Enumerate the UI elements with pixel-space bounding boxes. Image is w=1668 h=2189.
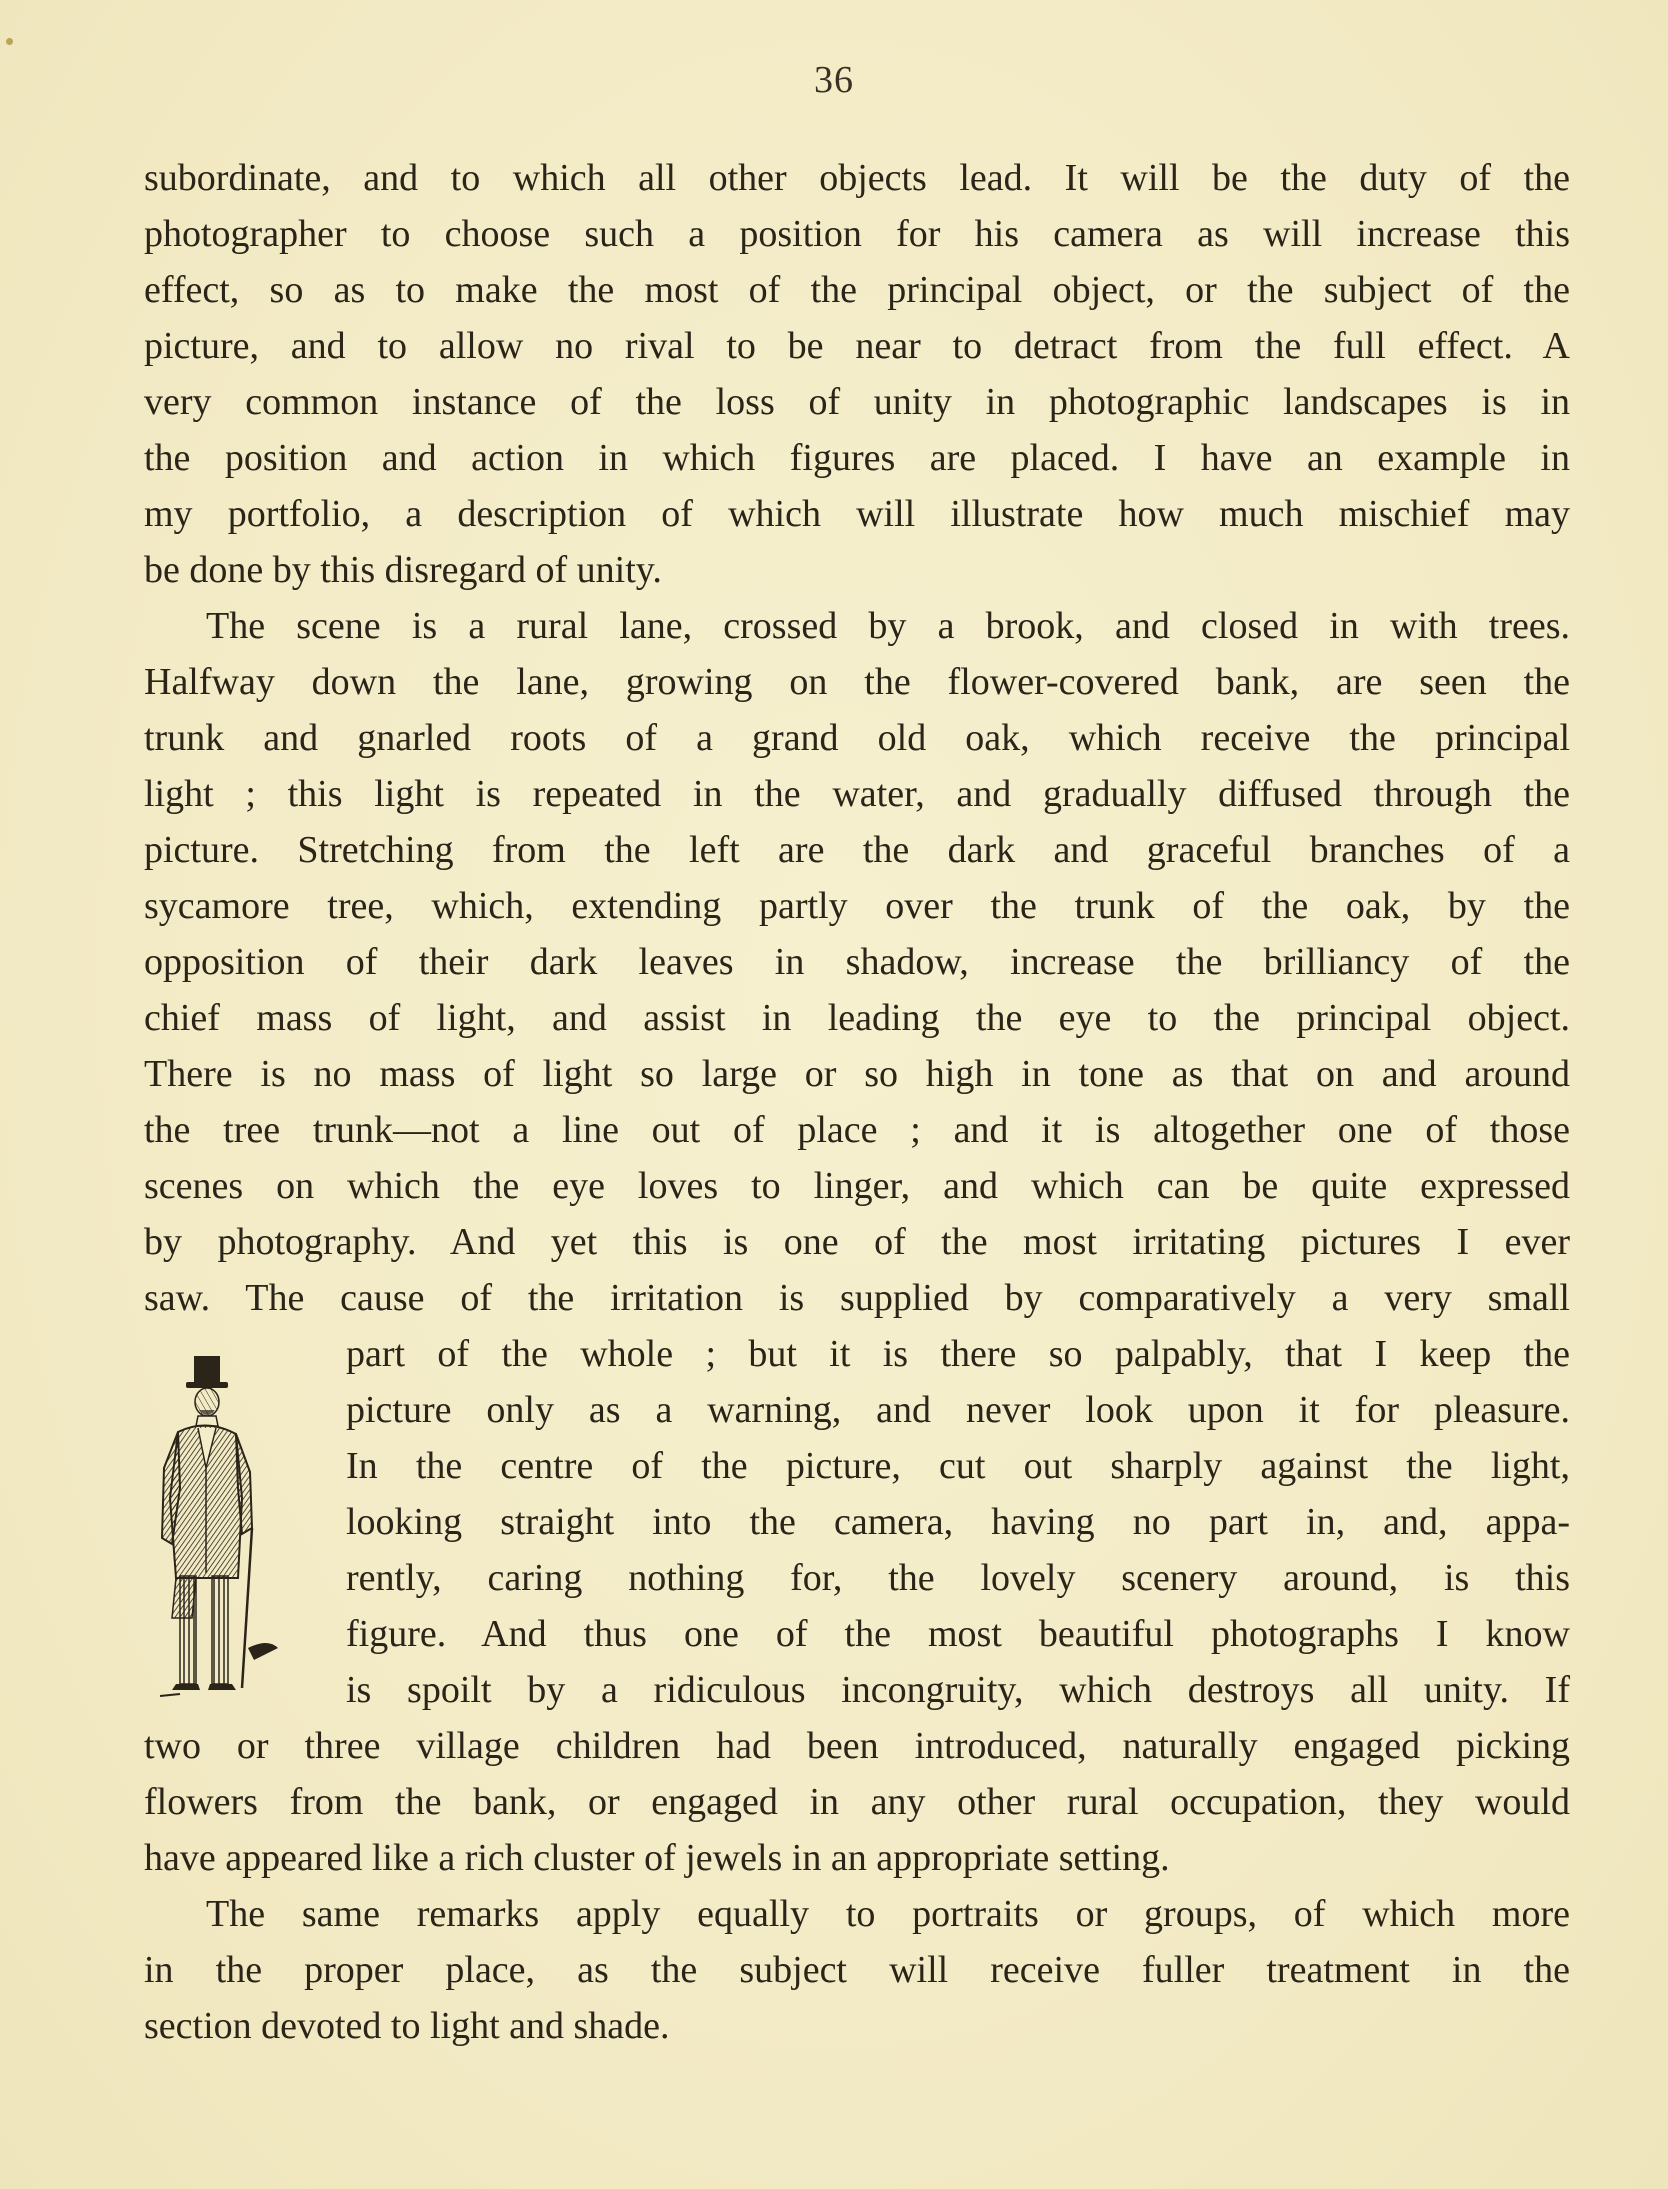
text-line: chief mass of light, and assist in leading the eye to the principal object. [144,997,1570,1039]
text-line: light ; this light is repeated in the water, and gradually diffused through the [144,773,1570,815]
text-line: Halfway down the lane, growing on the flower-covered bank, are seen the [144,661,1570,703]
text-line: The same remarks apply equally to portraits or groups, of which more [206,1893,1570,1935]
text-line: part of the whole ; but it is there so palpably, that I keep the [346,1333,1570,1375]
paper-speck [6,38,13,45]
text-line: my portfolio, a description of which will illustrate how much mischief may [144,493,1570,535]
text-line: the position and action in which figures are placed. I have an example in [144,437,1570,479]
text-line: is spoilt by a ridiculous incongruity, which destroys all unity. If [346,1669,1570,1711]
text-line: effect, so as to make the most of the principal object, or the subject of the [144,269,1570,311]
text-line: looking straight into the camera, having no part in, and, appa- [346,1501,1570,1543]
text-line: two or three village children had been introduced, naturally engaged picking [144,1725,1570,1767]
page-number: 36 [814,59,854,101]
text-line: very common instance of the loss of unity in photographic landscapes is in [144,381,1570,423]
text-line: figure. And thus one of the most beautiful photographs I know [346,1613,1570,1655]
text-line: picture. Stretching from the left are the dark and graceful branches of a [144,829,1570,871]
text-line: opposition of their dark leaves in shadow, increase the brilliancy of the [144,941,1570,983]
figure-illustration [158,1348,298,1700]
text-line: picture, and to allow no rival to be near to detract from the full effect. A [144,325,1570,367]
text-line: trunk and gnarled roots of a grand old oak, which receive the principal [144,717,1570,759]
body-text [144,150,1570,2054]
standing-man-in-top-hat-icon [158,1348,298,1700]
text-line: sycamore tree, which, extending partly over the trunk of the oak, by the [144,885,1570,927]
text-line: The scene is a rural lane, crossed by a brook, and closed in with trees. [206,605,1570,647]
text-line: flowers from the bank, or engaged in any other rural occupation, they would [144,1781,1570,1823]
text-line: be done by this disregard of unity. [144,549,662,591]
text-line: the tree trunk—not a line out of place ; and it is altogether one of those [144,1109,1570,1151]
text-line: in the proper place, as the subject will receive fuller treatment in the [144,1949,1570,1991]
text-line: section devoted to light and shade. [144,2005,670,2047]
text-line: scenes on which the eye loves to linger, and which can be quite expressed [144,1165,1570,1207]
text-line: There is no mass of light so large or so high in tone as that on and around [144,1053,1570,1095]
text-line: subordinate, and to which all other objects lead. It will be the duty of the [144,157,1570,199]
text-line: picture only as a warning, and never look upon it for pleasure. [346,1389,1570,1431]
text-line: have appeared like a rich cluster of jewels in an appropriate setting. [144,1837,1170,1879]
text-line: In the centre of the picture, cut out sharply against the light, [346,1445,1570,1487]
text-line: photographer to choose such a position for his camera as will increase this [144,213,1570,255]
text-line: saw. The cause of the irritation is supplied by comparatively a very small [144,1277,1570,1319]
text-line: by photography. And yet this is one of the most irritating pictures I ever [144,1221,1570,1263]
text-line: rently, caring nothing for, the lovely scenery around, is this [346,1557,1570,1599]
